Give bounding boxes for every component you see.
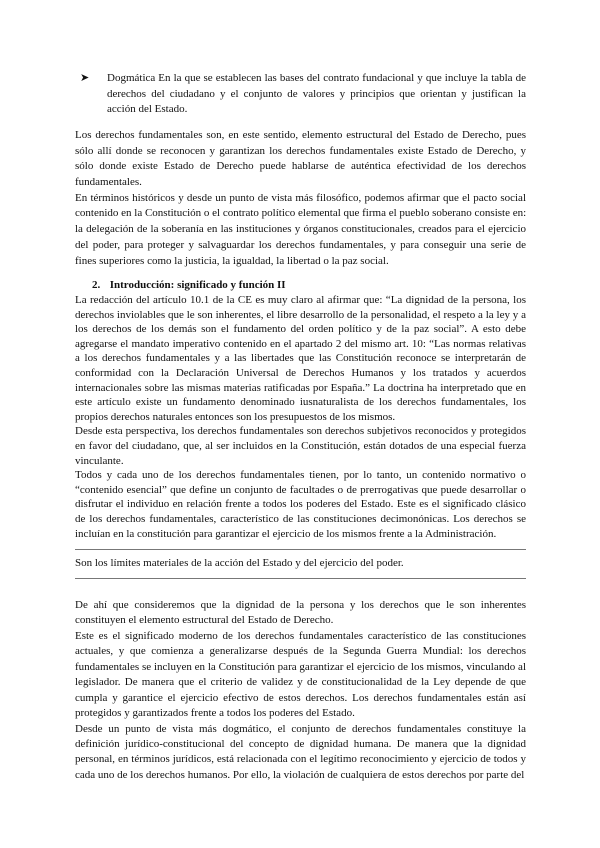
text-line: actuales, y que comienza a generalizarse después de la Segunda Guerra Mundial: los derechos	[75, 645, 526, 658]
text-line: En términos históricos y desde un punto de vista más filosófico, podemos afirmar que el pacto social	[75, 191, 526, 204]
text-line: derechos inviolables que le son inherentes, el libre desarrollo de la personalidad, el respeto a la ley y a	[75, 308, 526, 321]
arrow-bullet-icon: ➤	[80, 72, 90, 84]
text-line: sólo allí donde se reconocen y garantizan los derechos fundamentales existe Estado de Derecho, y	[75, 144, 526, 157]
text-line: acción del Estado.	[107, 103, 188, 116]
text-line: este artículo existe un fundamento denominado iusnaturalista de los derechos fundamentales, los	[75, 396, 526, 409]
paragraph-dignidad	[75, 598, 526, 783]
text-line: derechos del ciudadano y el conjunto de valores y principios que orientan y justifican la	[107, 87, 526, 100]
text-line: legislador. De manera que el criterio de validez y de constitucionalidad de la Ley depende de que	[75, 676, 526, 689]
text-line: disfrutar el individuo en relación frente a todos los poderes del Estado. Este es el significado clásico	[75, 498, 526, 511]
text-line: constituyen el elemento estructural del Estado de Derecho.	[75, 614, 334, 627]
text-line: fundamentales.	[75, 176, 142, 189]
callout-top-rule	[75, 549, 526, 550]
text-line: a los derechos fundamentales y a las libertades que las Constitución reconoce se interpretarán de	[75, 352, 526, 365]
text-line: internacionales sobre las mismas materias ratificadas por España.” La doctrina ha interpretado que en	[75, 381, 526, 394]
section-number: 2.	[92, 279, 101, 291]
text-line: vinculante.	[75, 454, 124, 467]
text-line: conformidad con la Declaración Universal de Derechos Humanos y los tratados y acuerdos	[75, 366, 526, 379]
text-line: definición jurídico-constitucional del concepto de dignidad humana. De manera que la dignidad	[75, 737, 526, 750]
text-line: fines superiores como la justicia, la igualdad, la libertad o la paz social.	[75, 254, 389, 267]
section-title: Introducción: significado y función II	[109, 279, 286, 291]
text-line: Desde un punto de vista más dogmático, el conjunto de derechos fundamentales constituye la	[75, 722, 526, 735]
text-line: sólo donde existe Estado de Derecho puede hablarse de auténtica efectividad de los derechos	[75, 160, 526, 173]
text-line: Dogmática En la que se establecen las bases del contrato fundacional y que incluye la tabla de	[107, 72, 526, 84]
text-line: en favor del ciudadano, que, al ser incluidos en la Constitución, están dotados de una especial fuerza	[75, 439, 526, 452]
section-heading	[92, 278, 286, 293]
text-line: propios derechos naturales entonces son los presupuestos de los mismos.	[75, 410, 396, 423]
text-line: de los derechos fundamentales, característico de las constituciones decimonónicas. Los derechos se	[75, 512, 526, 525]
text-line: De ahí que consideremos que la dignidad de la persona y los derechos que le son inherentes	[75, 599, 526, 611]
text-line: Este es el significado moderno de los derechos fundamentales característico de las constituciones	[75, 629, 526, 642]
text-line: Los derechos fundamentales son, en este sentido, elemento estructural del Estado de Derecho, pues	[75, 129, 526, 141]
text-line: personal, en términos jurídicos, está relacionada con el legítimo reconocimiento y ejercicio de todos y	[75, 753, 526, 766]
paragraph-articulo-10	[75, 293, 526, 541]
text-line: la delegación de la soberanía en las instituciones y órganos constitucionales, creados para el ejercicio	[75, 223, 526, 236]
callout-text: Son los límites materiales de la acción del Estado y del ejercicio del poder.	[75, 557, 404, 569]
text-line: agregarse el mandato imperativo contenido en el apartado 2 del mismo art. 10: “Las normas relativas	[75, 337, 526, 350]
text-line: Desde esta perspectiva, los derechos fundamentales son derechos subjetivos reconocidos y protegidos	[75, 425, 526, 438]
text-line: La redacción del artículo 10.1 de la CE es muy claro al afirmar que: “La dignidad de la persona, los	[75, 294, 526, 306]
text-line: Todos y cada uno de los derechos fundamentales tienen, por lo tanto, un contenido normativo o	[75, 469, 526, 482]
bullet-item	[107, 71, 526, 118]
text-line: protegidos y garantizados frente a todos los poderes del Estado.	[75, 707, 355, 720]
text-line: cada uno de los derechos humanos. Por ello, la violación de cualquiera de estos derechos por parte del	[75, 768, 525, 781]
text-line: fundamentales se incluyen en la Constitución para garantizar el ejercicio de los mismos, vinculando al	[75, 660, 526, 673]
callout-bottom-rule	[75, 578, 526, 579]
text-line: los derechos de los demás son el fundamento del orden político y de la paz social”. A esto debe	[75, 323, 526, 336]
text-line: cumpla y garantice el ejercicio efectivo de estos derechos. Los derechos fundamentales están así	[75, 691, 526, 704]
text-line: del poder, para proteger y salvaguardar los derechos fundamentales, y para conseguir una serie de	[75, 238, 526, 251]
text-line: “contenido esencial” que define un conjunto de facultades o de prerrogativas que puede desarrollar o	[75, 483, 526, 496]
paragraph-estado-de-derecho	[75, 128, 526, 269]
text-line: incluían en la constitución para garantizar el ejercicio de los mismos frente a la Administración.	[75, 527, 497, 540]
text-line: contenido en la Constitución o el contrato político elemental que firma el pueblo soberano consiste en:	[75, 207, 527, 220]
